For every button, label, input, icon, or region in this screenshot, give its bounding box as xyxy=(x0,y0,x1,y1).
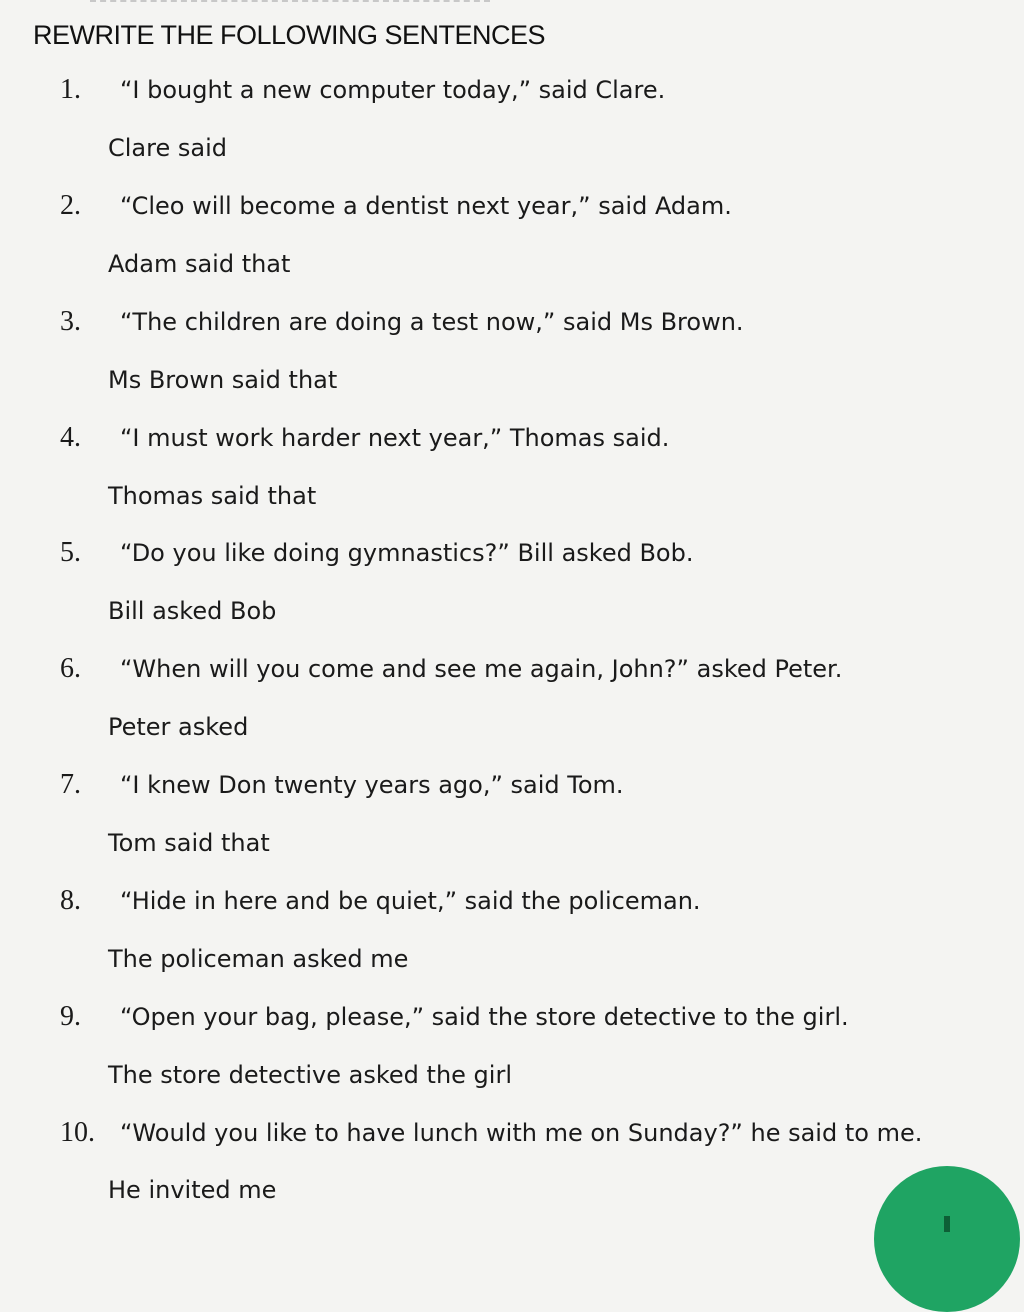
question-sentence: “Open your bag, please,” said the store detective to the girl. xyxy=(120,1003,849,1031)
question-sentence: “I knew Don twenty years ago,” said Tom. xyxy=(120,771,624,799)
answer-stem: Clare said xyxy=(108,134,227,162)
answer-stem: Ms Brown said that xyxy=(108,366,338,394)
question-sentence: “I must work harder next year,” Thomas said. xyxy=(120,424,670,452)
question-number: 7. xyxy=(60,769,81,800)
question-sentence: “Do you like doing gymnastics?” Bill asked Bob. xyxy=(120,539,694,567)
fab-icon xyxy=(944,1216,950,1232)
answer-stem: The store detective asked the girl xyxy=(108,1061,512,1089)
question-sentence: “Cleo will become a dentist next year,” said Adam. xyxy=(120,192,732,220)
answer-stem: He invited me xyxy=(108,1176,277,1204)
question-sentence: “When will you come and see me again, John?” asked Peter. xyxy=(120,655,843,683)
question-number: 2. xyxy=(60,190,81,221)
question-sentence: “Would you like to have lunch with me on Sunday?” he said to me. xyxy=(120,1119,923,1147)
question-number: 9. xyxy=(60,1001,81,1032)
question-sentence: “The children are doing a test now,” said Ms Brown. xyxy=(120,308,744,336)
floating-action-button[interactable] xyxy=(874,1166,1020,1312)
question-number: 1. xyxy=(60,74,81,105)
question-number: 8. xyxy=(60,885,81,916)
question-number: 5. xyxy=(60,537,81,568)
question-sentence: “I bought a new computer today,” said Clare. xyxy=(120,76,666,104)
answer-stem: Peter asked xyxy=(108,713,249,741)
answer-stem: Adam said that xyxy=(108,250,291,278)
answer-stem: Tom said that xyxy=(108,829,270,857)
question-number: 4. xyxy=(60,422,81,453)
page-title: REWRITE THE FOLLOWING SENTENCES xyxy=(33,20,546,50)
answer-stem: Bill asked Bob xyxy=(108,597,277,625)
question-number: 10. xyxy=(60,1117,95,1148)
answer-stem: Thomas said that xyxy=(108,482,317,510)
top-divider xyxy=(90,0,490,2)
question-sentence: “Hide in here and be quiet,” said the policeman. xyxy=(120,887,701,915)
question-number: 6. xyxy=(60,653,81,684)
question-number: 3. xyxy=(60,306,81,337)
answer-stem: The policeman asked me xyxy=(108,945,409,973)
